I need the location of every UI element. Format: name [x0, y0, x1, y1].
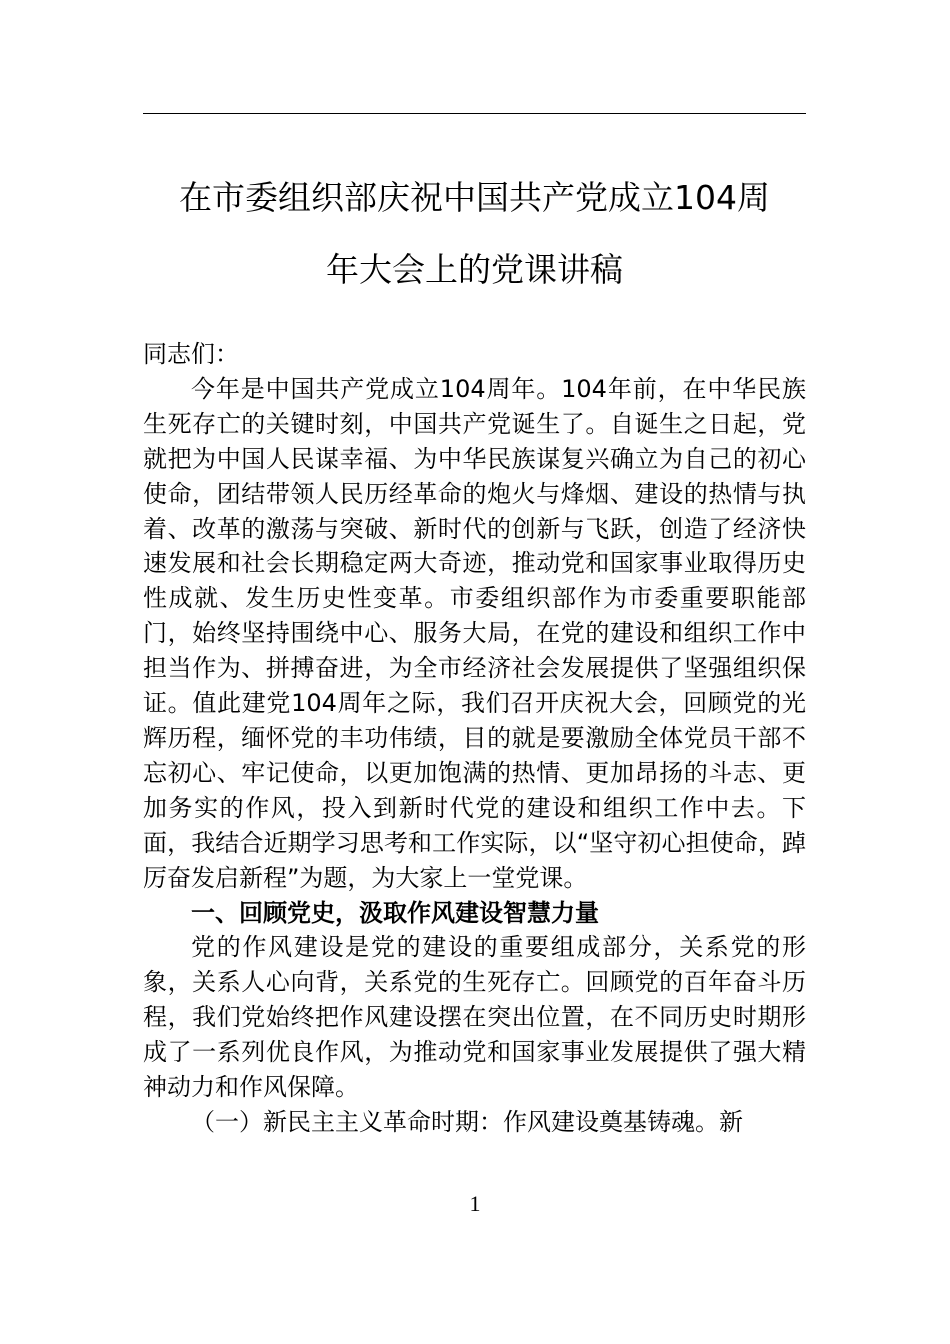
salutation: 同志们： [143, 340, 239, 368]
paragraph-intro: 今年是中国共产党成立104周年。104年前，在中华民族生死存亡的关键时刻，中国共产党诞生了。自诞生之日起，党就把为中国人民谋幸福、为中华民族谋复兴确立为自己的初心使命，团结带领人民历经革命的炮火与烽烟、建设的热情与执着、改革的激荡与突破、新时代的创新与飞跃，创造了经济快速发展和社会长期稳定两大奇迹，推动党和国家事业取得历史性成就、发生历史性变革。市委组织部作为市委重要职能部门，始终坚持围绕中心、服务大局，在党的建设和组织工作中担当作为、拼搏奋进，为全市经济社会发展提供了坚强组织保证。值此建党104周年之际，我们召开庆祝大会，回顾党的光辉历程，缅怀党的丰功伟绩，目的就是要激励全体党员干部不忘初心、牢记使命，以更加饱满的热情、更加昂扬的斗志、更加务实的作风，投入到新时代党的建设和组织工作中去。下面，我结合近期学习思考和工作实际，以“坚守初心担使命，踔厉奋发启新程”为题，为大家上一堂党课。 [143, 374, 806, 892]
title-line-1: 在市委组织部庆祝中国共产党成立104周 [179, 178, 770, 217]
page-number: 1 [469, 1191, 481, 1216]
paragraph-subsection-one: （一）新民主主义革命时期：作风建设奠基铸魂。新 [191, 1107, 743, 1136]
document-body [143, 337, 806, 1140]
paragraph-section-one: 党的作风建设是党的建设的重要组成部分，关系党的形象，关系人心向背，关系党的生死存亡。回顾党的百年奋斗历程，我们党始终把作风建设摆在突出位置，在不同历史时期形成了一系列优良作风，为推动党和国家事业发展提供了强大精神动力和作风保障。 [143, 933, 806, 1102]
title-line-2: 年大会上的党课讲稿 [326, 250, 623, 289]
header-rule [143, 113, 806, 114]
document-title [143, 162, 806, 306]
section-heading: 一、回顾党史，汲取作风建设智慧力量 [191, 898, 599, 927]
